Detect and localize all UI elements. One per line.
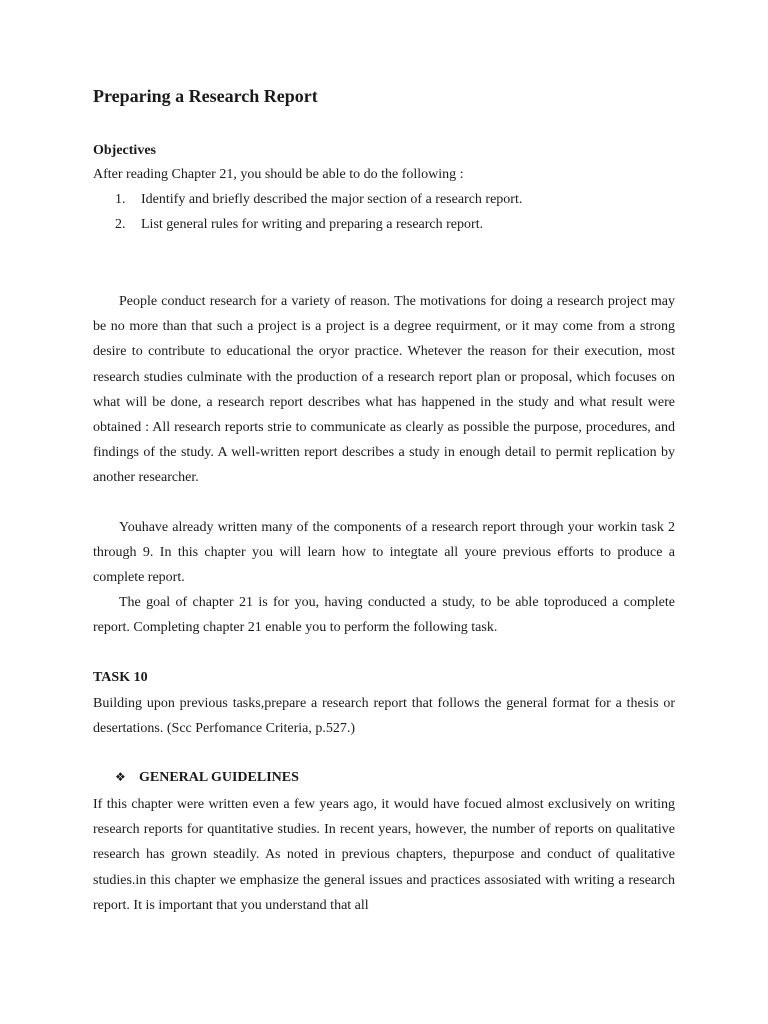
objectives-intro: After reading Chapter 21, you should be able to do the following :	[93, 167, 464, 182]
objectives-heading: Objectives	[93, 143, 156, 158]
objective-text-2: List general rules for writing and preparing a research report.	[141, 217, 484, 232]
document-title: Preparing a Research Report	[93, 86, 318, 106]
objective-number-1: 1.	[115, 192, 126, 207]
objective-number-2: 2.	[115, 217, 126, 232]
objective-text-1: Identify and briefly described the major section of a research report.	[141, 192, 523, 207]
objective-item-2	[115, 217, 483, 233]
guidelines-heading-row	[115, 770, 299, 786]
guidelines-text: If this chapter were written even a few years ago, it would have focued almost exclusively on writing research reports for quantitative studies. In recent years, however, the number of reports on qualitative research has grown steadily. As noted in previous chapters, thepurpose and conduct of qualitative studies.in this chapter we emphasize the general issues and practices assosiated with writing a research report. It is important that you understand that all	[93, 797, 675, 913]
task-text: Building upon previous tasks,prepare a research report that follows the general format for a thesis or desertations. (Scc Perfomance Criteria, p.527.)	[93, 696, 675, 737]
body-paragraph-2: Youhave already written many of the components of a research report through your workin task 2 through 9. In this chapter you will learn how to integtate all youre previous efforts to produce a complete report.	[93, 520, 675, 586]
objective-item-1	[115, 192, 522, 208]
diamond-bullet-icon: ❖	[115, 770, 126, 784]
task-heading: TASK 10	[93, 670, 148, 685]
body-paragraph-3: The goal of chapter 21 is for you, having conducted a study, to be able toproduced a complete report. Completing chapter 21 enable you to perform the following task.	[93, 595, 675, 636]
body-paragraph-1: People conduct research for a variety of reason. The motivations for doing a research project may be no more than that such a project is a project is a degree requirment, or it may come from a strong desire to contribute to educational the oryor practice. Whetever the reason for their execution, most research studies culminate with the production of a research report plan or proposal, which focuses on what will be done, a research report describes what has happened in the study and what result were obtained : All research reports strie to communicate as clearly as possible the purpose, procedures, and findings of the study. A well-written report describes a study in enough detail to permit replication by another researcher.	[93, 294, 675, 486]
guidelines-heading: GENERAL GUIDELINES	[139, 770, 299, 785]
